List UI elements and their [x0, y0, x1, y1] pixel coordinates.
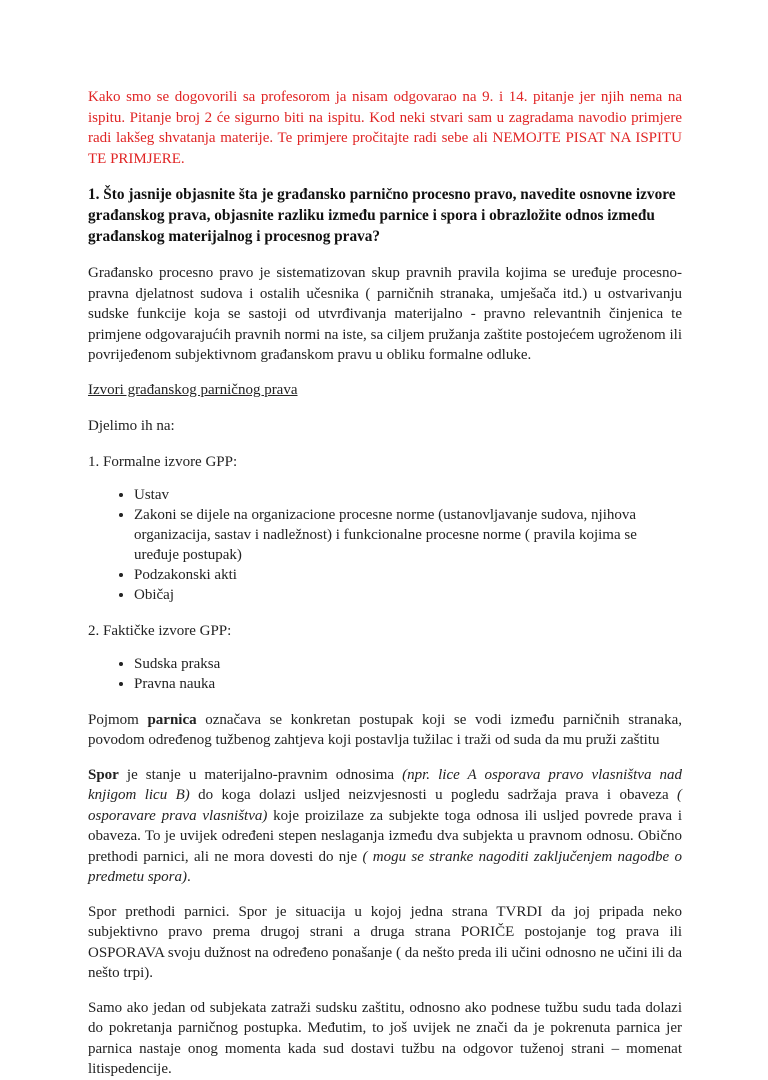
spor-example-1: (npr. lice A osporava pravo vlasništva nad knjigom licu B)	[88, 766, 683, 803]
list-item: • Pravna nauka	[134, 674, 682, 694]
list-item: • Ustav	[134, 485, 682, 505]
spor-example-2: ( osporavare prava vlasništva)	[88, 787, 682, 824]
list-item: • Sudska praksa	[134, 654, 682, 674]
spor-text-3: koje proizilaze za subjekte toga odnosa ili usljed povrede prava i obaveza. To je uvijek određeni stepen neslaganja između dva subjekta u pravnom odnosu. Obično prethodi parnici, ali ne mora dovesti do nje	[88, 807, 682, 865]
parnica-pre: Pojmom	[88, 711, 148, 728]
formal-sources-title: 1. Formalne izvore GPP:	[88, 453, 238, 470]
definition-paragraph: Građansko procesno pravo je sistematizovan skup pravnih pravila kojima se uređuje procesno-pravna djelatnost sudova i ostalih učesnika ( parničnih stranaka, umješača itd.) u ostvarivanju sudske funkcije koja se sastoji od utvrđivanja materijalno - pravno relevantnih činjenica te primjene odgovarajućih pravnih normi na iste, sa ciljem pružanja zaštite postojećem ugroženom ili povrijeđenom subjektivnom građanskom pravu u obliku formalne odluke.	[88, 265, 682, 363]
parnica-post: označava se konkretan postupak koji se vodi između parničnih stranaka, povodom određenog tužbenog zahtjeva koji postavlja tužilac i traži od suda da mu pruži zaštitu	[88, 711, 682, 748]
spor-example-3: ( mogu se stranke nagoditi zaključenjem nagodbe o predmetu spora)	[88, 848, 682, 885]
parnica-paragraph	[88, 710, 682, 751]
parnica-term: parnica	[147, 711, 197, 728]
divide-line: Djelimo ih na:	[88, 417, 175, 434]
spor-prethodi-paragraph: Spor prethodi parnici. Spor je situacija u kojoj jedna strana TVRDI da joj pripada neko subjektivno pravo prema drugoj strani a druga strana PORIČE postojanje tog prava ili OSPORAVA svoju dužnost na određeno ponašanje ( da nešto preda ili učini odnosno ne učini ili da nešto trpi).	[88, 903, 682, 981]
factual-sources-title: 2. Faktičke izvore GPP:	[88, 622, 232, 639]
spor-text-4: .	[187, 869, 191, 885]
list-item: • Običaj	[134, 585, 682, 605]
spor-term: Spor	[88, 766, 119, 783]
list-item: • Zakoni se dijele na organizacione procesne norme (ustanovljavanje sudova, njihova organizacija, sastav i nadležnost) i funkcionalne procesne norme ( pravila kojima se uređuje postupak)	[134, 505, 682, 565]
list-item: • Podzakonski akti	[134, 565, 682, 585]
samo-ako-paragraph: Samo ako jedan od subjekata zatraži sudsku zaštitu, odnosno ako podnese tužbu sudu tada dolazi do pokretanja parničnog postupka. Međutim, to još uvijek ne znači da je pokrenuta parnica jer parnica nastaje onog momenta kada sud dostavi tužbu na odgovor tuženoj strani – momenat litispedencije.	[88, 999, 682, 1077]
sources-heading: Izvori građanskog parničnog prava	[88, 381, 298, 398]
spor-paragraph	[88, 765, 682, 888]
spor-text-1: je stanje u materijalno-pravnim odnosima	[118, 766, 403, 783]
formal-sources-list	[88, 485, 682, 605]
intro-note: Kako smo se dogovorili sa profesorom ja nisam odgovarao na 9. i 14. pitanje jer njih nema na ispitu. Pitanje broj 2 će sigurno biti na ispitu. Kod neki stvari sam u zagradama navodio primjere radi lakšeg shvatanja materije. Te primjere pročitajte radi sebe ali NEMOJTE PISAT NA ISPITU TE PRIMJERE.	[88, 89, 682, 167]
question-1: 1. Što jasnije objasnite šta je građansko parnično procesno pravo, navedite osnovne izvore građanskog prava, objasnite razliku između parnice i spora i obrazložite odnos između građanskog materijalnog i procesnog prava?	[88, 186, 676, 245]
spor-text-2: do koga dolazi usljed neizvjesnosti u pogledu sadržaja prava i obaveza	[189, 787, 677, 803]
factual-sources-list	[88, 654, 682, 694]
